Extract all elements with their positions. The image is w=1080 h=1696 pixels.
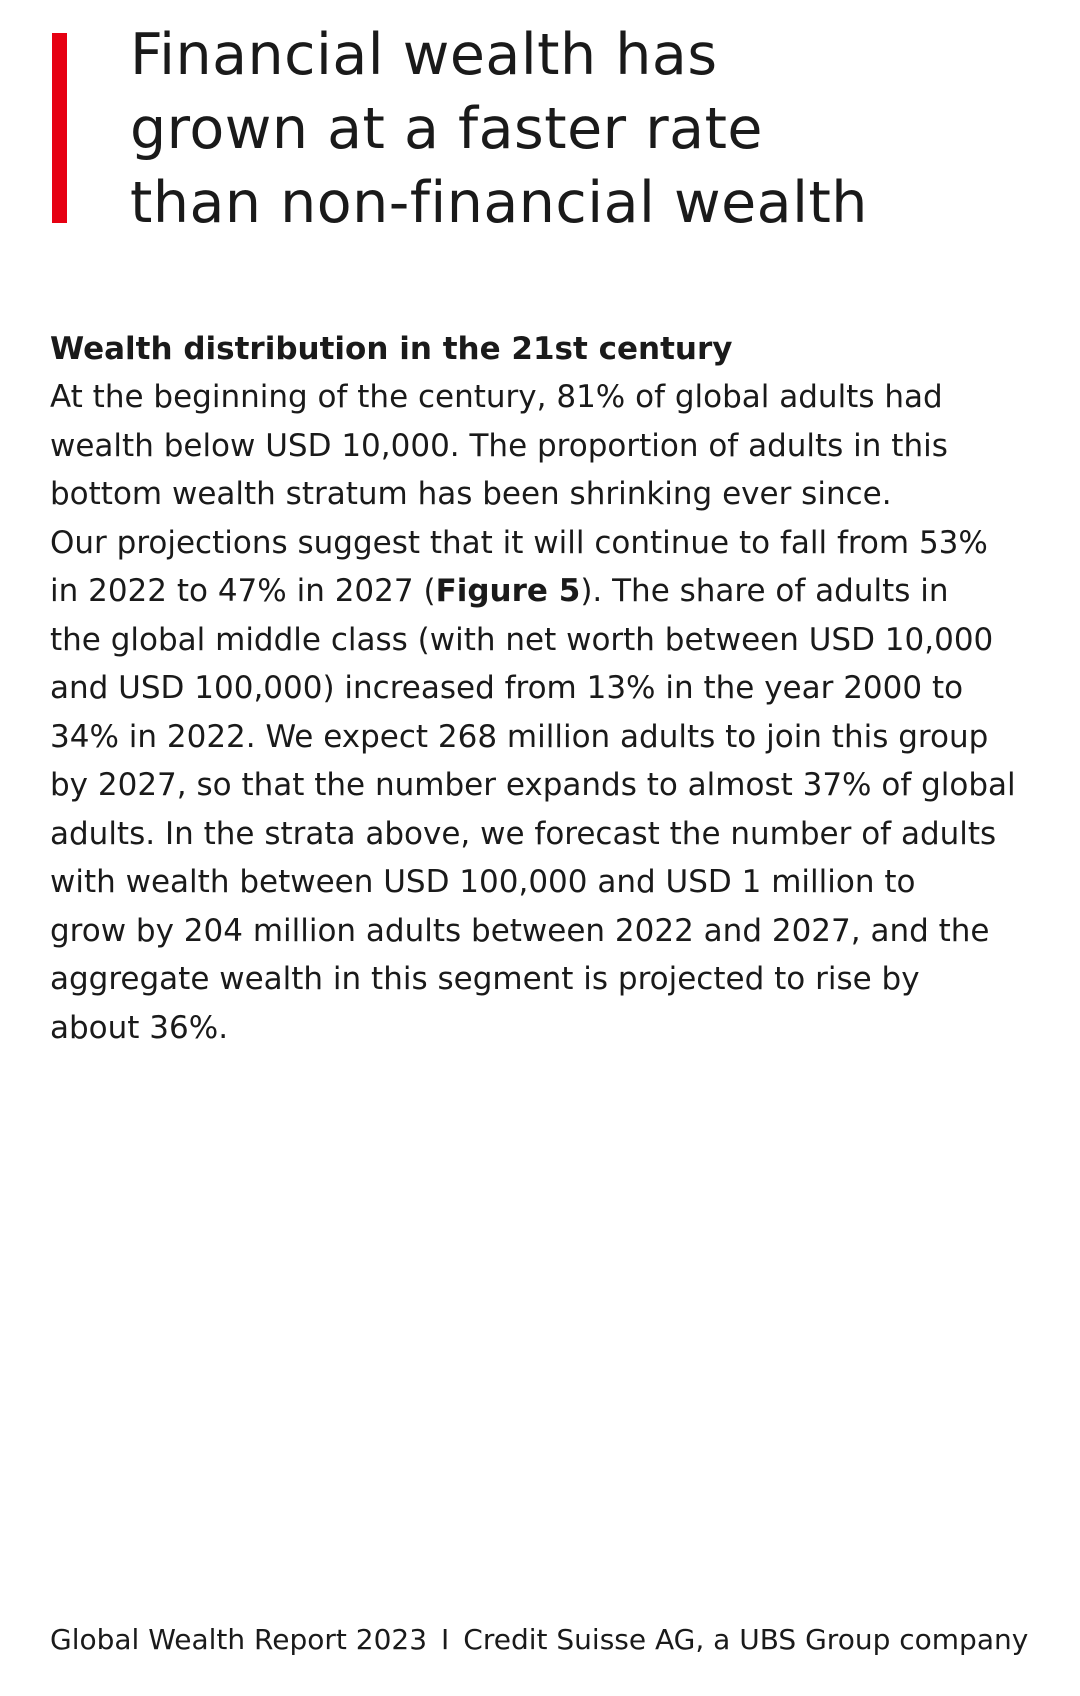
body-line: adults. In the strata above, we forecast the number of adults <box>50 815 997 852</box>
headline-line: grown at a faster rate <box>130 96 763 162</box>
body-line: by 2027, so that the number expands to almost 37% of global <box>50 767 1016 803</box>
body-line: about 36%. <box>50 1009 229 1046</box>
page-footer <box>50 1620 1028 1660</box>
wealth-distribution-section <box>50 325 1050 1052</box>
body-line: Our projections suggest that it will continue to fall from 53% <box>50 524 988 561</box>
body-line: bottom wealth stratum has been shrinking ever since. <box>50 476 892 512</box>
headline-line: than non-financial wealth <box>130 170 868 236</box>
body-text-fragment: ). The share of adults in <box>580 573 949 609</box>
page-headline <box>130 18 1030 240</box>
section-heading: Wealth distribution in the 21st century <box>50 331 733 367</box>
body-line: 34% in 2022. We expect 268 million adults to join this group <box>50 718 989 755</box>
figure-reference: Figure 5 <box>435 573 581 609</box>
body-line: with wealth between USD 100,000 and USD 1 million to <box>50 864 916 900</box>
body-line: grow by 204 million adults between 2022 and 2027, and the <box>50 912 990 949</box>
body-line: the global middle class (with net worth between USD 10,000 <box>50 621 994 658</box>
accent-bar <box>52 33 67 223</box>
headline-line: Financial wealth has <box>130 22 718 88</box>
footer-company: Credit Suisse AG, a UBS Group company <box>463 1623 1029 1656</box>
body-line: aggregate wealth in this segment is projected to rise by <box>50 961 920 997</box>
body-line: wealth below USD 10,000. The proportion of adults in this <box>50 427 948 464</box>
footer-report-title: Global Wealth Report 2023 <box>50 1623 428 1656</box>
body-line: and USD 100,000) increased from 13% in the year 2000 to <box>50 670 964 706</box>
footer-separator: I <box>441 1623 450 1656</box>
body-paragraph <box>50 373 1050 1052</box>
body-text-fragment: in 2022 to 47% in 2027 ( <box>50 573 436 609</box>
body-line-with-figure-ref <box>50 567 1050 616</box>
body-line: At the beginning of the century, 81% of global adults had <box>50 379 943 415</box>
